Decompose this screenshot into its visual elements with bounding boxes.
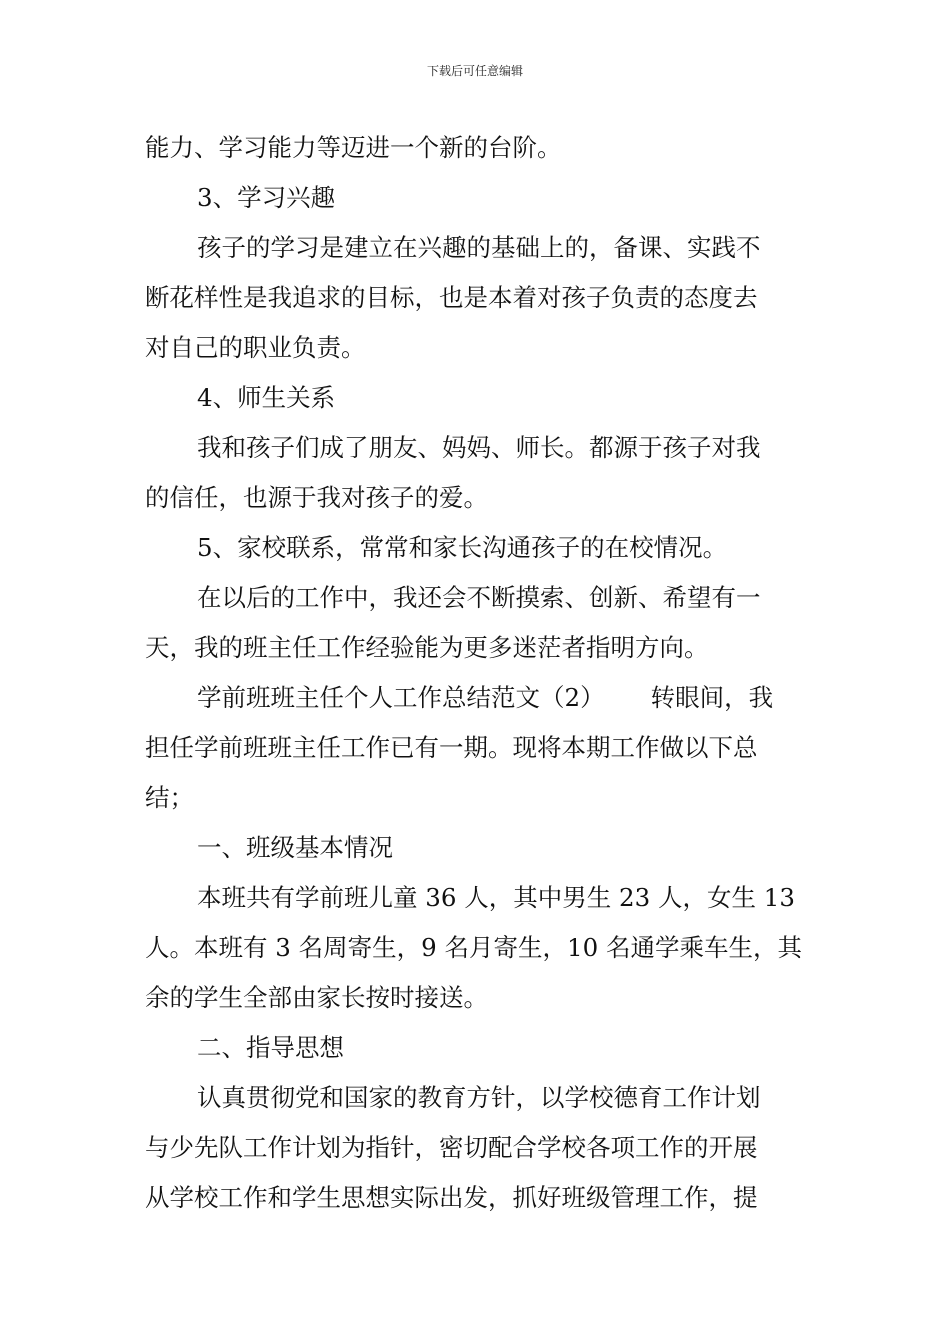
paragraph-line: 孩子的学习是建立在兴趣的基础上的，备课、实践不 bbox=[197, 233, 761, 262]
paragraph-line: 余的学生全部由家长按时接送。 bbox=[145, 983, 488, 1012]
paragraph-line: 我和孩子们成了朋友、妈妈、师长。都源于孩子对我 bbox=[197, 433, 761, 462]
paragraph-line: 担任学前班班主任工作已有一期。现将本期工作做以下总 bbox=[145, 733, 758, 762]
section-heading: 4、师生关系 bbox=[197, 383, 336, 412]
paragraph-line: 结； bbox=[145, 783, 194, 812]
paragraph-line: 人。本班有 3 名周寄生，9 名月寄生，10 名通学乘车生，其 bbox=[145, 933, 802, 962]
paragraph-line: 5、家校联系，常常和家长沟通孩子的在校情况。 bbox=[197, 533, 728, 562]
section-heading: 一、班级基本情况 bbox=[197, 833, 393, 862]
paragraph-line: 对自己的职业负责。 bbox=[145, 333, 366, 362]
article-title-line bbox=[145, 673, 807, 723]
paragraph-line: 能力、学习能力等迈进一个新的台阶。 bbox=[145, 133, 562, 162]
paragraph-line: 的信任，也源于我对孩子的爱。 bbox=[145, 483, 488, 512]
paragraph-line: 与少先队工作计划为指针，密切配合学校各项工作的开展 bbox=[145, 1133, 758, 1162]
paragraph-line: 认真贯彻党和国家的教育方针，以学校德育工作计划 bbox=[197, 1083, 761, 1112]
document-body bbox=[145, 123, 807, 1223]
paragraph-line: 从学校工作和学生思想实际出发，抓好班级管理工作，提 bbox=[145, 1183, 758, 1212]
section-heading: 二、指导思想 bbox=[197, 1033, 344, 1062]
paragraph-line: 本班共有学前班儿童 36 人，其中男生 23 人，女生 13 bbox=[197, 883, 795, 912]
page-header: 下载后可任意编辑 bbox=[426, 64, 523, 78]
article-title: 学前班班主任个人工作总结范文（2） bbox=[197, 683, 605, 712]
paragraph-line: 在以后的工作中，我还会不断摸索、创新、希望有一 bbox=[197, 583, 761, 612]
paragraph-line: 断花样性是我追求的目标，也是本着对孩子负责的态度去 bbox=[145, 283, 758, 312]
section-heading: 3、学习兴趣 bbox=[197, 183, 336, 212]
paragraph-start: 转眼间，我 bbox=[650, 683, 774, 712]
paragraph-line: 天，我的班主任工作经验能为更多迷茫者指明方向。 bbox=[145, 633, 709, 662]
